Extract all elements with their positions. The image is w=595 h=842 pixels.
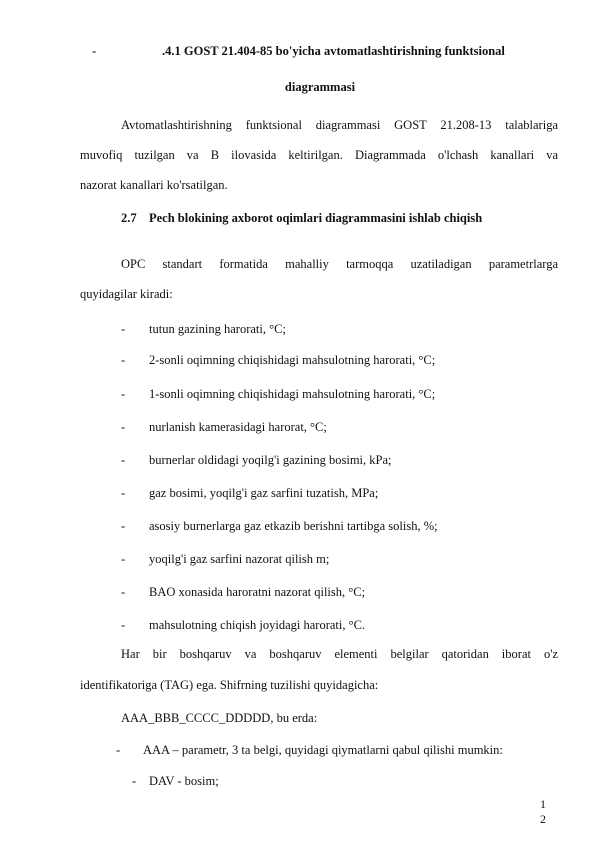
page-number-digit-2: 2 (540, 812, 546, 826)
section-title: Pech blokining axborot oqimlari diagrammasini ishlab chiqish (149, 211, 483, 225)
intro-line-3: nazorat kanallari ko'rsatilgan. (80, 178, 228, 192)
intro-line-2: muvofiq tuzilgan va B ilovasida keltirilgan. Diagrammada o'lchash kanallari va (80, 148, 558, 162)
heading-line-1: .4.1 GOST 21.404-85 bo'yicha avtomatlashtirishning funktsional (162, 44, 505, 58)
list-item-dash: - (116, 743, 121, 757)
list-item-dash: - (121, 387, 126, 401)
list-item-dash: - (121, 353, 126, 367)
list-item-dash: - (132, 774, 137, 788)
list-item-text: AAA – parametr, 3 ta belgi, quyidagi qiymatlarni qabul qilishi mumkin: (143, 743, 503, 757)
opc-line-2: quyidagilar kiradi: (80, 287, 173, 301)
list-item-text: 1-sonli oqimning chiqishidagi mahsulotning harorati, °C; (149, 387, 436, 401)
list-item-dash: - (121, 420, 126, 434)
list-item-text: asosiy burnerlarga gaz etkazib berishni tartibga solish, %; (149, 519, 438, 533)
list-item-text: mahsulotning chiqish joyidagi harorati, °C. (149, 618, 366, 632)
list-item-text: burnerlar oldidagi yoqilg'i gazining bosimi, kPa; (149, 453, 392, 467)
page-number-digit-1: 1 (540, 797, 546, 811)
list-item-dash: - (121, 486, 126, 500)
list-item-dash: - (121, 453, 126, 467)
list-item-dash: - (121, 618, 126, 632)
list-item-dash: - (121, 585, 126, 599)
tag-line-1: Har bir boshqaruv va boshqaruv elementi belgilar qatoridan iborat o'z (121, 647, 558, 661)
heading-line-2: diagrammasi (284, 80, 356, 94)
tag-format: AAA_BBB_CCCC_DDDDD, bu erda: (121, 711, 318, 725)
intro-line-1: Avtomatlashtirishning funktsional diagrammasi GOST 21.208-13 talablariga (121, 118, 558, 132)
heading-dash: - (92, 44, 97, 58)
tag-line-2: identifikatoriga (TAG) ega. Shifrning tuzilishi quyidagicha: (80, 678, 379, 692)
list-item-text: 2-sonli oqimning chiqishidagi mahsulotning harorati, °C; (149, 353, 436, 367)
list-item-dash: - (121, 322, 126, 336)
list-item-text: nurlanish kamerasidagi harorat, °C; (149, 420, 327, 434)
list-item-text: DAV - bosim; (149, 774, 219, 788)
opc-line-1: OPC standart formatida mahalliy tarmoqqa uzatiladigan parametrlarga (121, 257, 558, 271)
list-item-text: yoqilg'i gaz sarfini nazorat qilish m; (149, 552, 330, 566)
list-item-text: BAO xonasida haroratni nazorat qilish, °C; (149, 585, 366, 599)
list-item-text: tutun gazining harorati, °C; (149, 322, 286, 336)
section-number: 2.7 (121, 211, 137, 225)
list-item-dash: - (121, 519, 126, 533)
list-item-dash: - (121, 552, 126, 566)
list-item-text: gaz bosimi, yoqilg'i gaz sarfini tuzatish, MPa; (149, 486, 379, 500)
